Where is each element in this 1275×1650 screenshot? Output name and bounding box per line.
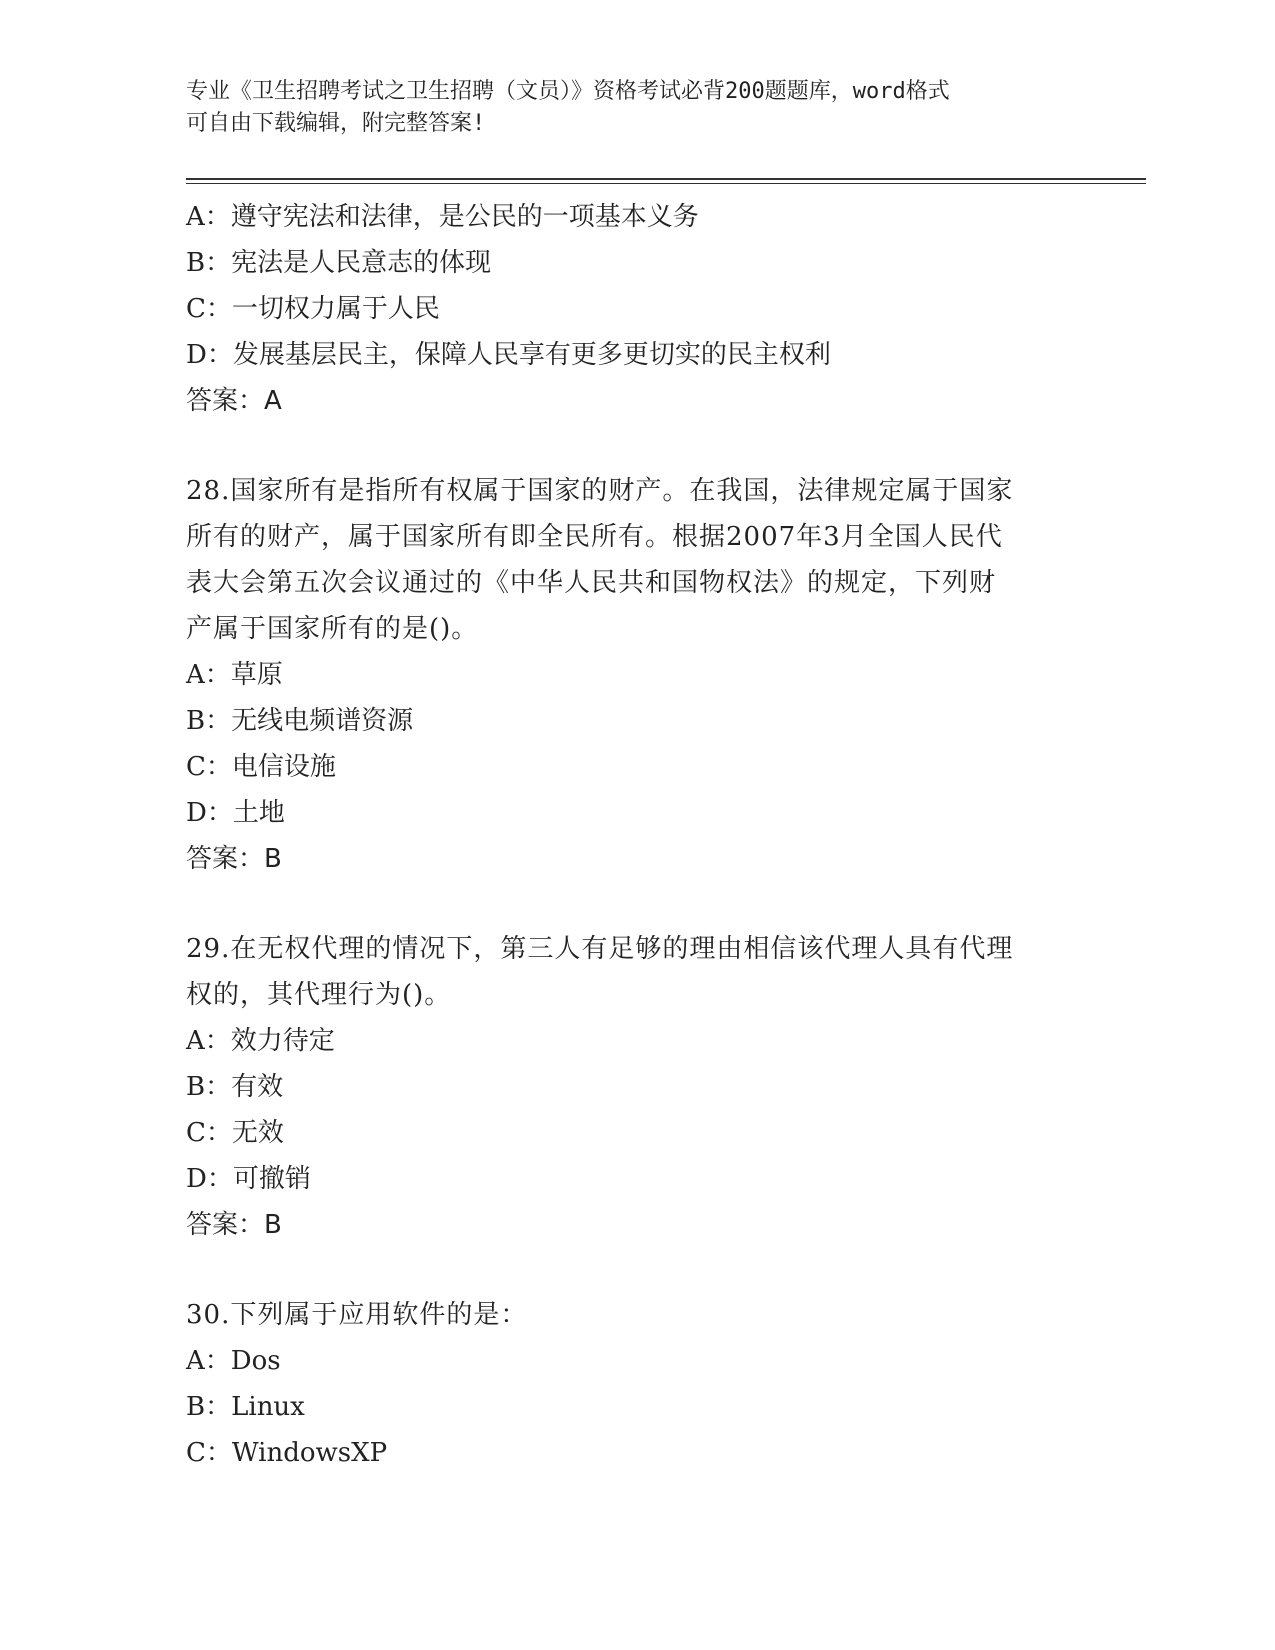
question-text [186, 468, 1086, 652]
answer-line: 答案：B [186, 844, 282, 874]
question-text [186, 926, 1086, 1018]
option-b: B：有效 [186, 1072, 284, 1102]
option-d: D：土地 [186, 798, 285, 828]
option-c: C：WindowsXP [186, 1438, 388, 1468]
option-a: A：遵守宪法和法律，是公民的一项基本义务 [186, 202, 699, 232]
answer-line: 答案：B [186, 1210, 282, 1240]
header-line-1: 专业《卫生招聘考试之卫生招聘（文员）》资格考试必背200题题库，word格式 [186, 79, 950, 104]
header-line-2: 可自由下载编辑，附完整答案! [186, 111, 486, 136]
block-spacer [186, 1248, 1086, 1292]
question-block-29 [186, 926, 1086, 1248]
option-a: A：Dos [186, 1346, 281, 1376]
option-d: D：可撤销 [186, 1164, 311, 1194]
question-line: 29.在无权代理的情况下，第三人有足够的理由相信该代理人具有代理 [186, 934, 1014, 964]
option-c: C：电信设施 [186, 752, 336, 782]
option-c: C：无效 [186, 1118, 284, 1148]
question-block-prev [186, 194, 1086, 424]
question-list [186, 194, 1086, 1476]
question-block-28 [186, 468, 1086, 882]
question-line: 30.下列属于应用软件的是： [186, 1300, 528, 1330]
answer-line: 答案：A [186, 386, 282, 416]
question-line: 所有的财产，属于国家所有即全民所有。根据2007年3月全国人民代 [186, 522, 1003, 552]
block-spacer [186, 882, 1086, 926]
question-line: 28.国家所有是指所有权属于国家的财产。在我国，法律规定属于国家 [186, 476, 1014, 506]
option-c: C：一切权力属于人民 [186, 294, 440, 324]
option-d: D：发展基层民主，保障人民享有更多更切实的民主权利 [186, 340, 831, 370]
question-block-30 [186, 1292, 1086, 1476]
option-b: B：宪法是人民意志的体现 [186, 248, 492, 278]
option-a: A：效力待定 [186, 1026, 335, 1056]
question-text [186, 1292, 1086, 1338]
question-line: 产属于国家所有的是()。 [186, 614, 479, 644]
block-spacer [186, 424, 1086, 468]
question-line: 表大会第五次会议通过的《中华人民共和国物权法》的规定，下列财 [186, 568, 997, 598]
document-header [186, 76, 1066, 140]
option-a: A：草原 [186, 660, 283, 690]
question-line: 权的，其代理行为()。 [186, 980, 452, 1010]
option-b: B：Linux [186, 1392, 305, 1422]
option-b: B：无线电频谱资源 [186, 706, 414, 736]
header-divider [186, 178, 1146, 184]
